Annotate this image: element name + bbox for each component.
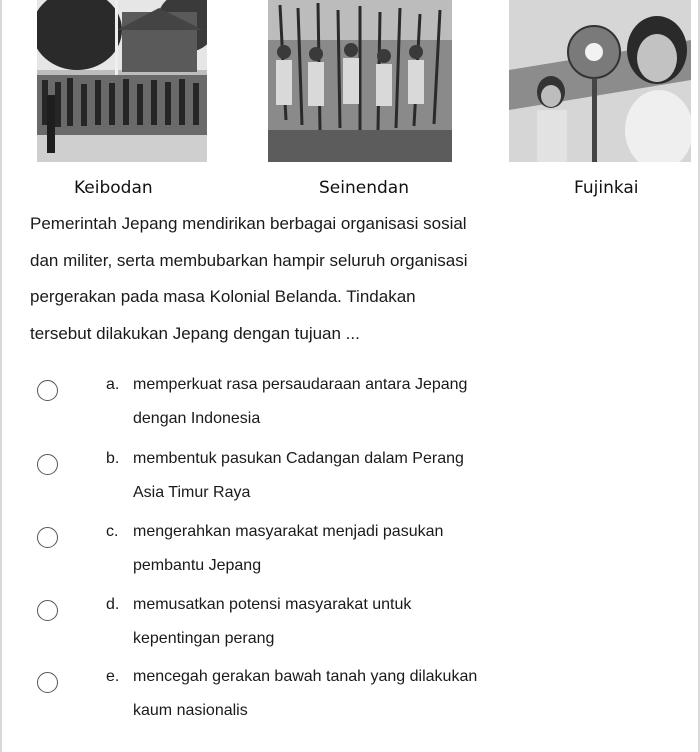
option-d-text — [133, 588, 411, 656]
option-line: membentuk pasukan Cadangan dalam Perang — [133, 450, 464, 467]
option-c-letter: c. — [106, 523, 119, 540]
option-a-letter: a. — [106, 376, 120, 393]
option-c-radio[interactable] — [37, 527, 58, 548]
option-line: memperkuat rasa persaudaraan antara Jepang — [133, 376, 468, 393]
option-c[interactable] — [0, 523, 700, 587]
option-c-text — [133, 515, 443, 583]
option-e-radio[interactable] — [37, 672, 58, 693]
keibodan-photo — [37, 0, 207, 162]
option-a-radio[interactable] — [37, 380, 58, 401]
option-a[interactable] — [0, 376, 700, 440]
seinendan-caption: Seinendan — [319, 178, 409, 198]
option-line: pembantu Jepang — [133, 557, 262, 574]
option-b-radio[interactable] — [37, 454, 58, 475]
option-b[interactable] — [0, 450, 700, 514]
option-d-letter: d. — [106, 596, 120, 613]
option-line: kepentingan perang — [133, 630, 275, 647]
option-line: memusatkan potensi masyarakat untuk — [133, 596, 412, 613]
option-line: kaum nasionalis — [133, 702, 248, 719]
question-text — [30, 206, 650, 352]
keibodan-caption: Keibodan — [74, 178, 153, 198]
option-line: mengerahkan masyarakat menjadi pasukan — [133, 523, 444, 540]
question-line: tersebut dilakukan Jepang dengan tujuan ... — [30, 323, 360, 343]
option-e-letter: e. — [106, 668, 120, 685]
option-b-letter: b. — [106, 450, 120, 467]
option-line: mencegah gerakan bawah tanah yang dilakukan — [133, 668, 478, 685]
question-line: dan militer, serta membubarkan hampir seluruh organisasi — [30, 250, 468, 270]
option-e[interactable] — [0, 668, 700, 732]
option-a-text — [133, 368, 467, 436]
question-line: Pemerintah Jepang mendirikan berbagai organisasi sosial — [30, 214, 467, 233]
option-b-text — [133, 442, 464, 510]
option-line: dengan Indonesia — [133, 410, 261, 427]
seinendan-photo — [268, 0, 452, 162]
question-line: pergerakan pada masa Kolonial Belanda. Tindakan — [30, 287, 416, 306]
option-e-text — [133, 660, 477, 728]
option-line: Asia Timur Raya — [133, 484, 251, 501]
fujinkai-photo — [509, 0, 691, 162]
option-d[interactable] — [0, 596, 700, 660]
fujinkai-caption: Fujinkai — [574, 178, 639, 198]
option-d-radio[interactable] — [37, 600, 58, 621]
